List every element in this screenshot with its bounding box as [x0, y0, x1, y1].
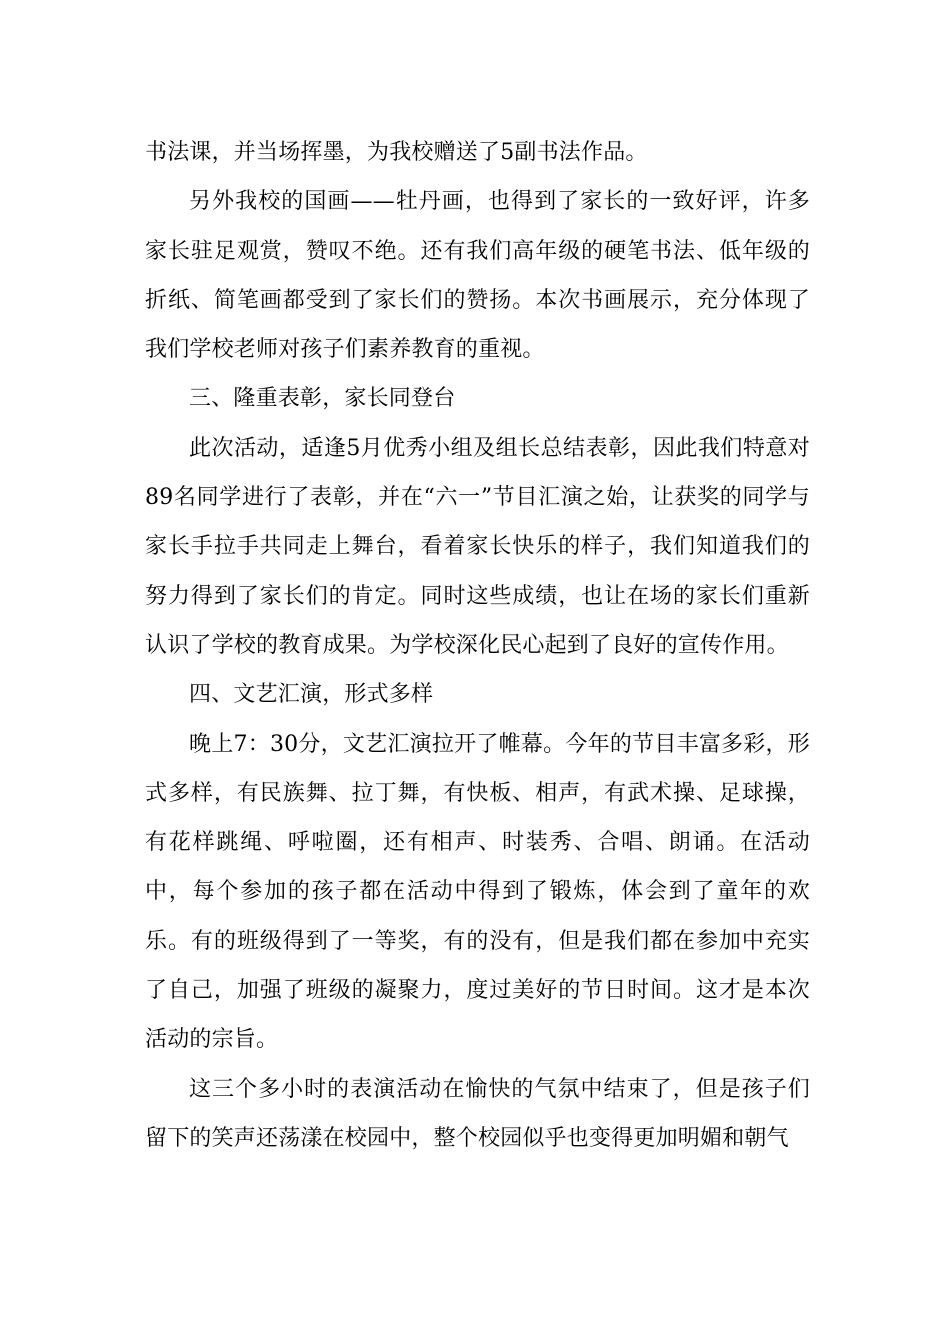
document-body [145, 128, 810, 1163]
paragraph-performance: 晚上7：30分，文艺汇演拉开了帷幕。今年的节目丰富多彩，形式多样，有民族舞、拉丁舞，有快板、相声，有武术操、足球操，有花样跳绳、呼啦圈，还有相声、时装秀、合唱、朗诵。在活动中，每个参加的孩子都在活动中得到了锻炼，体会到了童年的欢乐。有的班级得到了一等奖，有的没有，但是我们都在参加中充实了自己，加强了班级的凝聚力，度过美好的节日时间。这才是本次活动的宗旨。 [145, 731, 810, 1053]
section-heading-performance: 四、文艺汇演，形式多样 [189, 682, 434, 708]
paragraph-conclusion: 这三个多小时的表演活动在愉快的气氛中结束了，但是孩子们留下的笑声还荡漾在校园中，整个校园似乎也变得更加明媚和朝气 [145, 1076, 810, 1151]
paragraph-peony-painting: 另外我校的国画——牡丹画，也得到了家长的一致好评，许多家长驻足观赏，赞叹不绝。还有我们高年级的硬笔书法、低年级的折纸、简笔画都受到了家长们的赞扬。本次书画展示，充分体现了我们学校老师对孩子们素养教育的重视。 [145, 189, 810, 363]
paragraph-calligraphy-gift: 书法课，并当场挥墨，为我校赠送了5副书法作品。 [145, 140, 648, 165]
section-heading-commendation: 三、隆重表彰，家长同登台 [189, 386, 456, 412]
paragraph-commendation: 此次活动，适逢5月优秀小组及组长总结表彰，因此我们特意对89名同学进行了表彰，并在“六一”节目汇演之始，让获奖的同学与家长手拉手共同走上舞台，看着家长快乐的样子，我们知道我们的努力得到了家长们的肯定。同时这些成绩，也让在场的家长们重新认识了学校的教育成果。为学校深化民心起到了良好的宣传作用。 [145, 435, 810, 658]
